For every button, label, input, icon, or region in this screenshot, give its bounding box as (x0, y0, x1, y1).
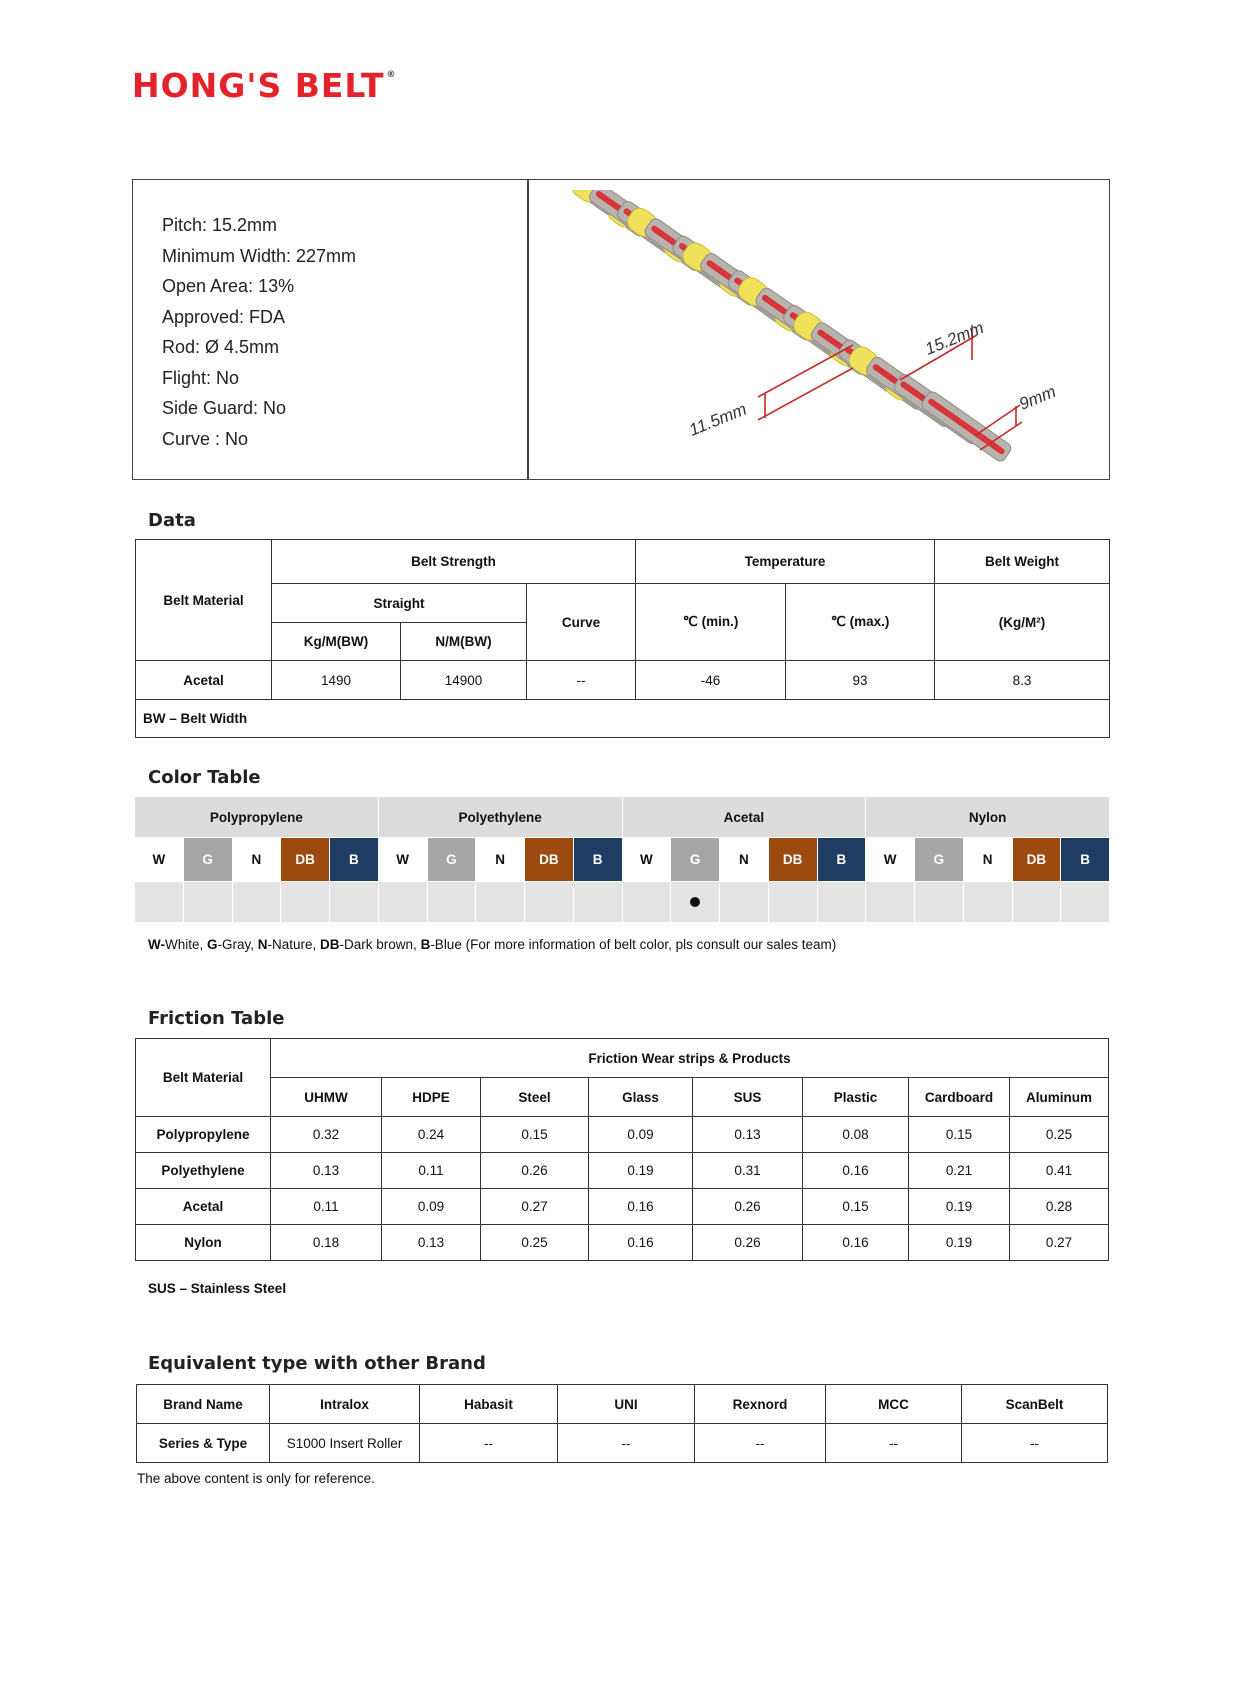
friction-belt-material-header: Belt Material (136, 1039, 271, 1117)
friction-column-header: UHMW (271, 1078, 382, 1117)
color-swatch: W (135, 838, 184, 882)
friction-value-cell: 0.11 (271, 1189, 382, 1225)
registered-mark: ® (386, 70, 397, 80)
brand-series-cell: -- (962, 1424, 1108, 1463)
dimension-9: 9mm (1016, 381, 1059, 414)
spec-rod: Rod: Ø 4.5mm (162, 337, 280, 357)
brand-name-cell: Rexnord (695, 1385, 826, 1424)
friction-column-header: Plastic (803, 1078, 909, 1117)
legend-text: -Gray, (217, 937, 258, 952)
data-section-title: Data (148, 510, 196, 531)
spec-list (162, 210, 356, 454)
friction-value-cell: 0.16 (803, 1153, 909, 1189)
friction-value-cell: 0.26 (693, 1225, 803, 1261)
color-material-header: Polyethylene (378, 797, 622, 838)
color-swatch: DB (525, 838, 574, 882)
friction-value-cell: 0.15 (909, 1117, 1010, 1153)
color-swatch: N (720, 838, 769, 882)
series-type-header: Series & Type (137, 1424, 270, 1463)
friction-material-cell: Polyethylene (136, 1153, 271, 1189)
table-row (136, 1189, 1109, 1225)
friction-value-cell: 0.15 (803, 1189, 909, 1225)
friction-section-title: Friction Table (148, 1008, 285, 1029)
dimension-11-5: 11.5mm (686, 399, 750, 440)
logo-text: HONG'S BELT (132, 66, 385, 105)
tmax-cell: 93 (786, 661, 935, 700)
color-availability-cell (915, 882, 964, 923)
color-swatch: G (915, 838, 964, 882)
spec-flight: Flight: No (162, 367, 240, 388)
table-row (136, 1225, 1109, 1261)
curve-header: Curve (527, 584, 636, 661)
spec-min-width: Minimum Width: 227mm (162, 245, 357, 266)
spec-curve: Curve : No (162, 428, 249, 449)
brand-series-cell: -- (420, 1424, 558, 1463)
color-swatch: N (232, 838, 281, 882)
color-availability-cell (720, 882, 769, 923)
color-swatch: W (866, 838, 915, 882)
color-availability-cell (135, 882, 184, 923)
color-availability-cell (183, 882, 232, 923)
color-swatch: N (476, 838, 525, 882)
friction-column-header: Aluminum (1010, 1078, 1109, 1117)
color-swatch: DB (281, 838, 330, 882)
friction-value-cell: 0.16 (589, 1189, 693, 1225)
color-availability-cell (281, 882, 330, 923)
color-availability-cell (622, 882, 671, 923)
legend-text: -Dark brown, (339, 937, 421, 952)
spec-approved: Approved: FDA (162, 306, 286, 327)
friction-value-cell: 0.31 (693, 1153, 803, 1189)
color-availability-cell (378, 882, 427, 923)
friction-value-cell: 0.26 (481, 1153, 589, 1189)
brand-name-cell: ScanBelt (962, 1385, 1108, 1424)
friction-value-cell: 0.32 (271, 1117, 382, 1153)
color-material-header: Nylon (866, 797, 1110, 838)
friction-group-header: Friction Wear strips & Products (271, 1039, 1109, 1078)
friction-column-header: SUS (693, 1078, 803, 1117)
legend-text: -Blue (For more information of belt color, pls consult our sales team) (430, 937, 837, 952)
friction-value-cell: 0.11 (382, 1153, 481, 1189)
friction-material-cell: Acetal (136, 1189, 271, 1225)
friction-value-cell: 0.13 (693, 1117, 803, 1153)
color-availability-cell (671, 882, 720, 923)
legend-text: -Nature, (267, 937, 321, 952)
friction-value-cell: 0.13 (271, 1153, 382, 1189)
color-swatch: G (427, 838, 476, 882)
color-swatch: N (963, 838, 1012, 882)
nm-header: N/M(BW) (401, 623, 527, 661)
table-row (136, 1117, 1109, 1153)
brand-name-cell: MCC (826, 1385, 962, 1424)
legend-code: B (420, 937, 431, 952)
table-row (136, 1153, 1109, 1189)
color-availability-cell (768, 882, 817, 923)
material-cell: Acetal (136, 661, 272, 700)
legend-code: W- (148, 937, 165, 952)
friction-value-cell: 0.41 (1010, 1153, 1109, 1189)
color-swatch: B (330, 838, 379, 882)
brand-series-cell: S1000 Insert Roller (270, 1424, 420, 1463)
friction-value-cell: 0.19 (909, 1225, 1010, 1261)
sus-footnote: SUS – Stainless Steel (148, 1281, 287, 1296)
friction-value-cell: 0.19 (909, 1189, 1010, 1225)
equivalent-brand-table (136, 1384, 1108, 1463)
dimension-15-2: 15.2mm (922, 318, 987, 359)
friction-value-cell: 0.28 (1010, 1189, 1109, 1225)
spec-open-area: Open Area: 13% (162, 276, 295, 296)
friction-value-cell: 0.08 (803, 1117, 909, 1153)
color-swatch: B (1061, 838, 1110, 882)
weight-unit-header: (Kg/M²) (935, 584, 1110, 661)
friction-value-cell: 0.25 (1010, 1117, 1109, 1153)
brand-series-cell: -- (558, 1424, 695, 1463)
brand-logo (132, 66, 397, 105)
brand-name-cell: Habasit (420, 1385, 558, 1424)
table-row (136, 661, 1110, 700)
legend-code: N (257, 937, 268, 952)
weight-cell: 8.3 (935, 661, 1110, 700)
brand-section-title: Equivalent type with other Brand (148, 1353, 486, 1374)
friction-value-cell: 0.26 (693, 1189, 803, 1225)
belt-material-header: Belt Material (136, 540, 272, 661)
belt-product-image (560, 190, 1100, 470)
friction-value-cell: 0.09 (589, 1117, 693, 1153)
brand-series-cell: -- (695, 1424, 826, 1463)
curve-cell: -- (527, 661, 636, 700)
friction-value-cell: 0.25 (481, 1225, 589, 1261)
friction-material-cell: Polypropylene (136, 1117, 271, 1153)
belt-data-table (135, 539, 1110, 738)
friction-column-header: Steel (481, 1078, 589, 1117)
tmin-cell: -46 (636, 661, 786, 700)
color-availability-cell (963, 882, 1012, 923)
friction-value-cell: 0.09 (382, 1189, 481, 1225)
friction-value-cell: 0.24 (382, 1117, 481, 1153)
color-availability-cell (573, 882, 622, 923)
available-dot-icon (690, 897, 700, 907)
legend-code: G (206, 937, 218, 952)
brand-name-cell: UNI (558, 1385, 695, 1424)
brand-name-cell: Intralox (270, 1385, 420, 1424)
friction-value-cell: 0.19 (589, 1153, 693, 1189)
color-swatch: B (573, 838, 622, 882)
color-swatch: B (817, 838, 866, 882)
nm-cell: 14900 (401, 661, 527, 700)
friction-column-header: Cardboard (909, 1078, 1010, 1117)
color-availability-cell (330, 882, 379, 923)
color-availability-cell (525, 882, 574, 923)
friction-table (135, 1038, 1109, 1261)
friction-value-cell: 0.21 (909, 1153, 1010, 1189)
color-material-header: Polypropylene (135, 797, 379, 838)
color-availability-cell (866, 882, 915, 923)
color-table (134, 796, 1110, 923)
friction-value-cell: 0.13 (382, 1225, 481, 1261)
belt-weight-header: Belt Weight (935, 540, 1110, 584)
straight-header: Straight (272, 584, 527, 623)
legend-code: DB (320, 937, 340, 952)
spec-box-divider (527, 179, 529, 480)
color-swatch: W (378, 838, 427, 882)
friction-value-cell: 0.16 (803, 1225, 909, 1261)
kg-header: Kg/M(BW) (272, 623, 401, 661)
color-availability-cell (232, 882, 281, 923)
brand-name-header: Brand Name (137, 1385, 270, 1424)
color-availability-cell (476, 882, 525, 923)
color-availability-cell (817, 882, 866, 923)
friction-value-cell: 0.27 (1010, 1225, 1109, 1261)
spec-pitch: Pitch: 15.2mm (162, 215, 278, 235)
temperature-header: Temperature (636, 540, 935, 584)
brand-series-cell: -- (826, 1424, 962, 1463)
color-swatch: G (671, 838, 720, 882)
color-legend (148, 937, 836, 952)
friction-material-cell: Nylon (136, 1225, 271, 1261)
color-availability-cell (1061, 882, 1110, 923)
reference-footnote: The above content is only for reference. (137, 1471, 375, 1486)
temp-max-header: ℃ (max.) (786, 584, 935, 661)
color-material-header: Acetal (622, 797, 866, 838)
kg-cell: 1490 (272, 661, 401, 700)
color-availability-cell (427, 882, 476, 923)
color-section-title: Color Table (148, 767, 261, 788)
belt-module (920, 390, 1013, 464)
bw-footnote: BW – Belt Width (136, 700, 1110, 738)
friction-value-cell: 0.18 (271, 1225, 382, 1261)
color-swatch: DB (1012, 838, 1061, 882)
temp-min-header: ℃ (min.) (636, 584, 786, 661)
legend-text: White, (164, 937, 207, 952)
color-swatch: DB (768, 838, 817, 882)
friction-value-cell: 0.15 (481, 1117, 589, 1153)
friction-value-cell: 0.16 (589, 1225, 693, 1261)
color-swatch: W (622, 838, 671, 882)
belt-strength-header: Belt Strength (272, 540, 636, 584)
color-availability-cell (1012, 882, 1061, 923)
friction-column-header: HDPE (382, 1078, 481, 1117)
color-swatch: G (183, 838, 232, 882)
friction-value-cell: 0.27 (481, 1189, 589, 1225)
friction-column-header: Glass (589, 1078, 693, 1117)
spec-side-guard: Side Guard: No (162, 398, 287, 418)
